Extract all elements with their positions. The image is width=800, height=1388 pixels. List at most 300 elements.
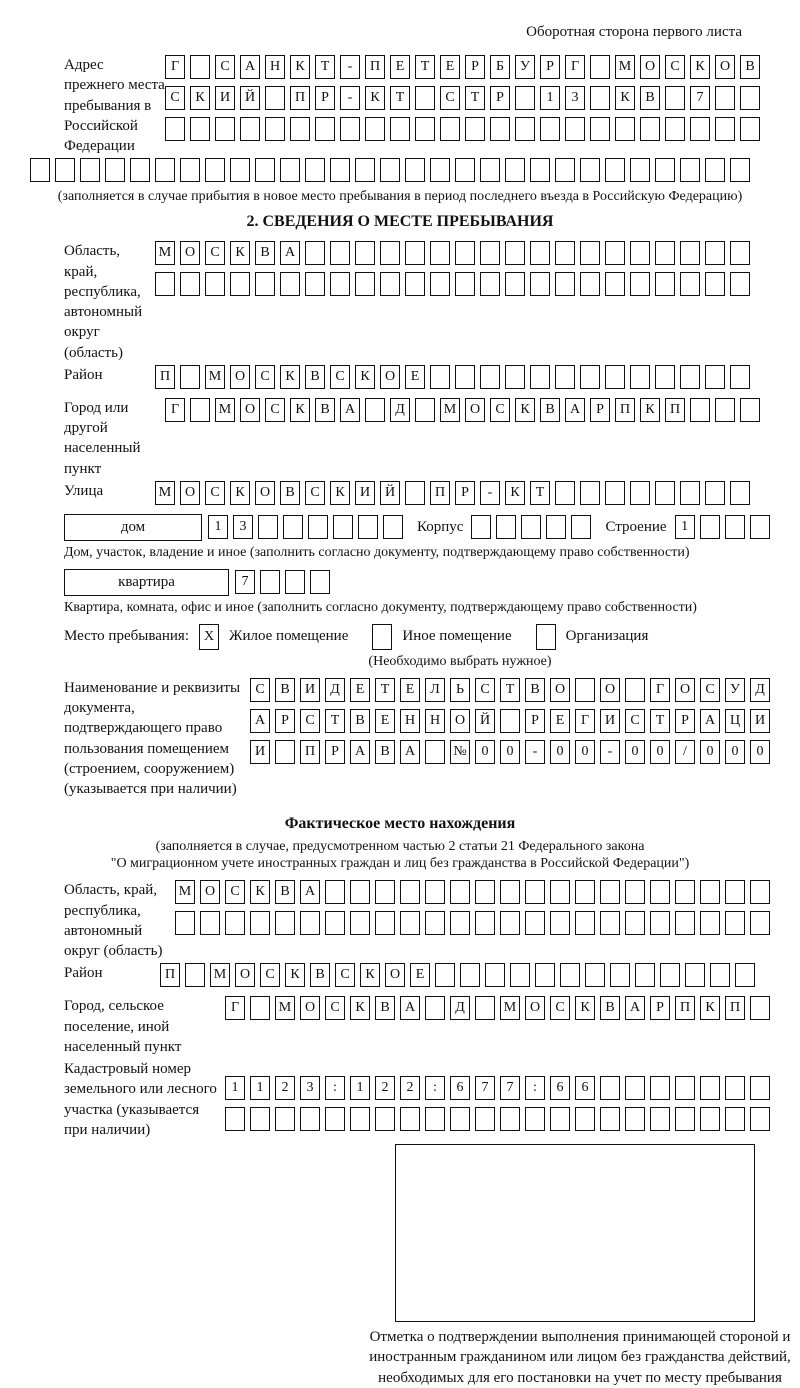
char-cell[interactable]: А [280, 241, 300, 265]
char-cell[interactable]: Ц [725, 709, 745, 733]
char-cell[interactable] [680, 241, 700, 265]
char-cell[interactable] [585, 963, 605, 987]
char-cell[interactable]: 0 [500, 740, 520, 764]
char-cell[interactable] [180, 365, 200, 389]
char-cell[interactable] [655, 158, 675, 182]
char-cell[interactable] [715, 398, 735, 422]
char-cell[interactable]: М [215, 398, 235, 422]
char-cell[interactable]: Г [565, 55, 585, 79]
char-cell[interactable] [685, 963, 705, 987]
char-cell[interactable] [550, 1107, 570, 1131]
char-cell[interactable]: Г [165, 55, 185, 79]
char-cell[interactable]: - [340, 86, 360, 110]
char-cell[interactable] [415, 398, 435, 422]
stay-type-checkbox-organization[interactable] [536, 624, 556, 650]
char-cell[interactable] [450, 911, 470, 935]
char-cell[interactable]: У [725, 678, 745, 702]
char-cell[interactable]: А [565, 398, 585, 422]
char-cell[interactable]: П [300, 740, 320, 764]
char-cell[interactable]: 0 [575, 740, 595, 764]
char-cell[interactable] [580, 272, 600, 296]
char-cell[interactable]: Д [390, 398, 410, 422]
char-cell[interactable] [450, 880, 470, 904]
char-cell[interactable] [500, 911, 520, 935]
char-cell[interactable] [605, 272, 625, 296]
char-cell[interactable] [240, 117, 260, 141]
char-cell[interactable] [430, 365, 450, 389]
char-cell[interactable] [425, 1107, 445, 1131]
char-cell[interactable] [333, 515, 353, 539]
char-cell[interactable] [750, 1107, 770, 1131]
char-cell[interactable] [650, 1076, 670, 1100]
char-cell[interactable] [680, 365, 700, 389]
char-cell[interactable] [700, 1076, 720, 1100]
char-cell[interactable]: Е [375, 709, 395, 733]
char-cell[interactable]: О [230, 365, 250, 389]
char-cell[interactable]: О [380, 365, 400, 389]
char-cell[interactable]: П [160, 963, 180, 987]
char-cell[interactable]: 1 [350, 1076, 370, 1100]
char-cell[interactable] [705, 481, 725, 505]
char-cell[interactable] [425, 880, 445, 904]
char-cell[interactable] [230, 158, 250, 182]
char-cell[interactable]: Р [490, 86, 510, 110]
char-cell[interactable] [55, 158, 75, 182]
char-cell[interactable]: 1 [250, 1076, 270, 1100]
char-cell[interactable] [730, 481, 750, 505]
char-cell[interactable]: 6 [575, 1076, 595, 1100]
char-cell[interactable] [455, 365, 475, 389]
char-cell[interactable] [505, 272, 525, 296]
char-cell[interactable]: - [480, 481, 500, 505]
char-cell[interactable]: И [750, 709, 770, 733]
char-cell[interactable] [330, 272, 350, 296]
char-cell[interactable] [610, 963, 630, 987]
char-cell[interactable] [480, 158, 500, 182]
char-cell[interactable] [475, 911, 495, 935]
char-cell[interactable]: С [625, 709, 645, 733]
char-cell[interactable] [680, 481, 700, 505]
char-cell[interactable] [285, 570, 305, 594]
char-cell[interactable]: Т [650, 709, 670, 733]
char-cell[interactable] [300, 1107, 320, 1131]
char-cell[interactable]: О [180, 481, 200, 505]
char-cell[interactable] [275, 911, 295, 935]
char-cell[interactable] [155, 272, 175, 296]
char-cell[interactable] [575, 911, 595, 935]
char-cell[interactable]: М [210, 963, 230, 987]
char-cell[interactable]: К [515, 398, 535, 422]
char-cell[interactable] [750, 1076, 770, 1100]
char-cell[interactable] [740, 117, 760, 141]
char-cell[interactable] [475, 1107, 495, 1131]
char-cell[interactable] [180, 272, 200, 296]
char-cell[interactable] [390, 117, 410, 141]
char-cell[interactable]: И [600, 709, 620, 733]
char-cell[interactable] [190, 55, 210, 79]
char-cell[interactable] [460, 963, 480, 987]
char-cell[interactable]: Т [325, 709, 345, 733]
char-cell[interactable] [475, 996, 495, 1020]
char-cell[interactable]: А [400, 996, 420, 1020]
char-cell[interactable] [735, 963, 755, 987]
char-cell[interactable] [205, 158, 225, 182]
char-cell[interactable] [105, 158, 125, 182]
char-cell[interactable] [250, 1107, 270, 1131]
char-cell[interactable] [415, 117, 435, 141]
char-cell[interactable]: 3 [565, 86, 585, 110]
char-cell[interactable] [405, 481, 425, 505]
char-cell[interactable]: 7 [475, 1076, 495, 1100]
char-cell[interactable]: 6 [550, 1076, 570, 1100]
char-cell[interactable] [30, 158, 50, 182]
char-cell[interactable]: М [175, 880, 195, 904]
char-cell[interactable] [505, 241, 525, 265]
char-cell[interactable]: 6 [450, 1076, 470, 1100]
char-cell[interactable]: 3 [233, 515, 253, 539]
char-cell[interactable]: Л [425, 678, 445, 702]
char-cell[interactable]: А [350, 740, 370, 764]
char-cell[interactable]: П [725, 996, 745, 1020]
char-cell[interactable] [675, 880, 695, 904]
char-cell[interactable] [250, 911, 270, 935]
char-cell[interactable]: С [225, 880, 245, 904]
char-cell[interactable] [325, 880, 345, 904]
char-cell[interactable]: А [240, 55, 260, 79]
char-cell[interactable]: Е [390, 55, 410, 79]
char-cell[interactable] [605, 241, 625, 265]
char-cell[interactable] [375, 1107, 395, 1131]
char-cell[interactable] [525, 1107, 545, 1131]
char-cell[interactable] [580, 481, 600, 505]
char-cell[interactable]: О [715, 55, 735, 79]
char-cell[interactable] [650, 1107, 670, 1131]
char-cell[interactable] [655, 272, 675, 296]
char-cell[interactable]: 2 [275, 1076, 295, 1100]
char-cell[interactable]: П [615, 398, 635, 422]
char-cell[interactable]: К [250, 880, 270, 904]
char-cell[interactable] [650, 880, 670, 904]
char-cell[interactable] [450, 1107, 470, 1131]
char-cell[interactable] [590, 86, 610, 110]
char-cell[interactable] [740, 86, 760, 110]
char-cell[interactable] [705, 158, 725, 182]
char-cell[interactable]: С [325, 996, 345, 1020]
char-cell[interactable] [510, 963, 530, 987]
char-cell[interactable]: В [600, 996, 620, 1020]
char-cell[interactable] [710, 963, 730, 987]
char-cell[interactable] [740, 398, 760, 422]
char-cell[interactable]: В [305, 365, 325, 389]
char-cell[interactable]: К [575, 996, 595, 1020]
char-cell[interactable] [625, 678, 645, 702]
char-cell[interactable] [590, 117, 610, 141]
char-cell[interactable]: : [425, 1076, 445, 1100]
stay-type-checkbox-other[interactable] [372, 624, 392, 650]
char-cell[interactable]: Р [540, 55, 560, 79]
char-cell[interactable] [400, 911, 420, 935]
char-cell[interactable]: О [450, 709, 470, 733]
char-cell[interactable]: К [505, 481, 525, 505]
char-cell[interactable] [350, 1107, 370, 1131]
char-cell[interactable]: М [205, 365, 225, 389]
char-cell[interactable]: К [330, 481, 350, 505]
char-cell[interactable] [280, 158, 300, 182]
char-cell[interactable] [575, 678, 595, 702]
char-cell[interactable] [725, 1107, 745, 1131]
char-cell[interactable] [430, 241, 450, 265]
char-cell[interactable]: Б [490, 55, 510, 79]
char-cell[interactable] [530, 365, 550, 389]
char-cell[interactable]: Д [325, 678, 345, 702]
char-cell[interactable] [546, 515, 566, 539]
char-cell[interactable] [200, 911, 220, 935]
char-cell[interactable] [600, 1107, 620, 1131]
char-cell[interactable]: Й [240, 86, 260, 110]
char-cell[interactable] [500, 709, 520, 733]
char-cell[interactable]: : [525, 1076, 545, 1100]
char-cell[interactable] [700, 1107, 720, 1131]
char-cell[interactable] [265, 86, 285, 110]
char-cell[interactable]: Г [225, 996, 245, 1020]
char-cell[interactable] [705, 272, 725, 296]
char-cell[interactable] [675, 1107, 695, 1131]
char-cell[interactable] [730, 158, 750, 182]
char-cell[interactable] [625, 880, 645, 904]
char-cell[interactable]: С [255, 365, 275, 389]
char-cell[interactable] [565, 117, 585, 141]
char-cell[interactable] [500, 880, 520, 904]
char-cell[interactable]: - [340, 55, 360, 79]
char-cell[interactable] [165, 117, 185, 141]
char-cell[interactable] [355, 158, 375, 182]
char-cell[interactable] [275, 740, 295, 764]
char-cell[interactable]: О [300, 996, 320, 1020]
char-cell[interactable]: 0 [625, 740, 645, 764]
char-cell[interactable] [525, 911, 545, 935]
char-cell[interactable] [180, 158, 200, 182]
char-cell[interactable] [350, 880, 370, 904]
char-cell[interactable] [425, 911, 445, 935]
char-cell[interactable] [490, 117, 510, 141]
char-cell[interactable]: И [215, 86, 235, 110]
char-cell[interactable]: С [265, 398, 285, 422]
char-cell[interactable] [550, 880, 570, 904]
char-cell[interactable] [515, 117, 535, 141]
char-cell[interactable] [255, 158, 275, 182]
char-cell[interactable] [530, 158, 550, 182]
char-cell[interactable] [358, 515, 378, 539]
char-cell[interactable] [615, 117, 635, 141]
char-cell[interactable]: О [640, 55, 660, 79]
char-cell[interactable] [265, 117, 285, 141]
char-cell[interactable] [215, 117, 235, 141]
char-cell[interactable] [555, 158, 575, 182]
char-cell[interactable]: В [375, 996, 395, 1020]
char-cell[interactable]: П [155, 365, 175, 389]
char-cell[interactable] [530, 272, 550, 296]
char-cell[interactable]: С [475, 678, 495, 702]
char-cell[interactable]: 7 [500, 1076, 520, 1100]
char-cell[interactable] [380, 158, 400, 182]
char-cell[interactable]: О [235, 963, 255, 987]
char-cell[interactable]: Т [530, 481, 550, 505]
char-cell[interactable]: П [665, 398, 685, 422]
char-cell[interactable] [580, 241, 600, 265]
char-cell[interactable]: В [740, 55, 760, 79]
char-cell[interactable]: Й [475, 709, 495, 733]
char-cell[interactable] [365, 398, 385, 422]
char-cell[interactable]: Т [415, 55, 435, 79]
char-cell[interactable]: С [305, 481, 325, 505]
char-cell[interactable]: Р [455, 481, 475, 505]
char-cell[interactable] [605, 158, 625, 182]
char-cell[interactable] [625, 911, 645, 935]
char-cell[interactable] [455, 241, 475, 265]
char-cell[interactable]: Е [405, 365, 425, 389]
char-cell[interactable] [275, 1107, 295, 1131]
char-cell[interactable]: Д [750, 678, 770, 702]
char-cell[interactable] [471, 515, 491, 539]
char-cell[interactable] [496, 515, 516, 539]
char-cell[interactable]: К [280, 365, 300, 389]
char-cell[interactable] [380, 241, 400, 265]
char-cell[interactable]: К [365, 86, 385, 110]
char-cell[interactable]: П [290, 86, 310, 110]
char-cell[interactable]: В [315, 398, 335, 422]
char-cell[interactable] [485, 963, 505, 987]
char-cell[interactable] [260, 570, 280, 594]
char-cell[interactable] [650, 911, 670, 935]
char-cell[interactable]: Т [465, 86, 485, 110]
char-cell[interactable]: Т [390, 86, 410, 110]
char-cell[interactable] [190, 117, 210, 141]
char-cell[interactable] [475, 880, 495, 904]
char-cell[interactable]: 0 [725, 740, 745, 764]
char-cell[interactable]: С [330, 365, 350, 389]
apartment-type-box[interactable]: квартира [64, 569, 229, 596]
char-cell[interactable] [415, 86, 435, 110]
char-cell[interactable] [605, 481, 625, 505]
char-cell[interactable]: С [260, 963, 280, 987]
char-cell[interactable] [280, 272, 300, 296]
char-cell[interactable]: 0 [700, 740, 720, 764]
char-cell[interactable]: Д [450, 996, 470, 1020]
char-cell[interactable]: М [275, 996, 295, 1020]
char-cell[interactable] [225, 1107, 245, 1131]
char-cell[interactable] [440, 117, 460, 141]
char-cell[interactable] [580, 158, 600, 182]
char-cell[interactable] [715, 117, 735, 141]
char-cell[interactable] [725, 911, 745, 935]
char-cell[interactable]: К [290, 55, 310, 79]
char-cell[interactable]: / [675, 740, 695, 764]
char-cell[interactable] [660, 963, 680, 987]
char-cell[interactable]: П [430, 481, 450, 505]
char-cell[interactable] [405, 241, 425, 265]
char-cell[interactable] [625, 1076, 645, 1100]
char-cell[interactable]: С [550, 996, 570, 1020]
char-cell[interactable]: С [490, 398, 510, 422]
char-cell[interactable] [355, 272, 375, 296]
char-cell[interactable] [600, 911, 620, 935]
char-cell[interactable] [655, 481, 675, 505]
char-cell[interactable] [625, 1107, 645, 1131]
char-cell[interactable]: Р [525, 709, 545, 733]
char-cell[interactable]: О [180, 241, 200, 265]
char-cell[interactable] [525, 880, 545, 904]
char-cell[interactable]: О [385, 963, 405, 987]
char-cell[interactable]: У [515, 55, 535, 79]
char-cell[interactable] [575, 1107, 595, 1131]
char-cell[interactable]: 1 [675, 515, 695, 539]
char-cell[interactable]: В [350, 709, 370, 733]
char-cell[interactable]: К [640, 398, 660, 422]
char-cell[interactable] [290, 117, 310, 141]
char-cell[interactable] [430, 158, 450, 182]
char-cell[interactable]: С [205, 481, 225, 505]
char-cell[interactable] [680, 158, 700, 182]
char-cell[interactable] [283, 515, 303, 539]
char-cell[interactable] [175, 911, 195, 935]
char-cell[interactable]: Г [650, 678, 670, 702]
char-cell[interactable]: А [400, 740, 420, 764]
char-cell[interactable] [185, 963, 205, 987]
char-cell[interactable]: Е [350, 678, 370, 702]
char-cell[interactable] [555, 365, 575, 389]
char-cell[interactable] [315, 117, 335, 141]
char-cell[interactable]: С [665, 55, 685, 79]
char-cell[interactable]: С [300, 709, 320, 733]
char-cell[interactable] [630, 481, 650, 505]
char-cell[interactable]: Н [265, 55, 285, 79]
char-cell[interactable] [350, 911, 370, 935]
char-cell[interactable] [405, 158, 425, 182]
char-cell[interactable] [655, 241, 675, 265]
char-cell[interactable] [550, 911, 570, 935]
char-cell[interactable]: Р [650, 996, 670, 1020]
char-cell[interactable] [455, 272, 475, 296]
char-cell[interactable]: К [230, 481, 250, 505]
char-cell[interactable]: В [280, 481, 300, 505]
char-cell[interactable]: Р [590, 398, 610, 422]
char-cell[interactable]: 0 [475, 740, 495, 764]
char-cell[interactable] [705, 365, 725, 389]
char-cell[interactable] [690, 398, 710, 422]
char-cell[interactable]: К [350, 996, 370, 1020]
char-cell[interactable]: А [625, 996, 645, 1020]
char-cell[interactable]: 2 [400, 1076, 420, 1100]
char-cell[interactable]: Г [575, 709, 595, 733]
char-cell[interactable]: 0 [550, 740, 570, 764]
char-cell[interactable]: В [540, 398, 560, 422]
char-cell[interactable]: Р [315, 86, 335, 110]
char-cell[interactable] [425, 996, 445, 1020]
char-cell[interactable]: Т [315, 55, 335, 79]
char-cell[interactable]: Н [400, 709, 420, 733]
char-cell[interactable] [325, 911, 345, 935]
char-cell[interactable]: С [440, 86, 460, 110]
char-cell[interactable] [725, 515, 745, 539]
char-cell[interactable]: 7 [235, 570, 255, 594]
char-cell[interactable]: О [255, 481, 275, 505]
char-cell[interactable] [640, 117, 660, 141]
char-cell[interactable]: М [500, 996, 520, 1020]
char-cell[interactable] [665, 117, 685, 141]
char-cell[interactable] [555, 241, 575, 265]
char-cell[interactable] [540, 117, 560, 141]
char-cell[interactable]: О [550, 678, 570, 702]
